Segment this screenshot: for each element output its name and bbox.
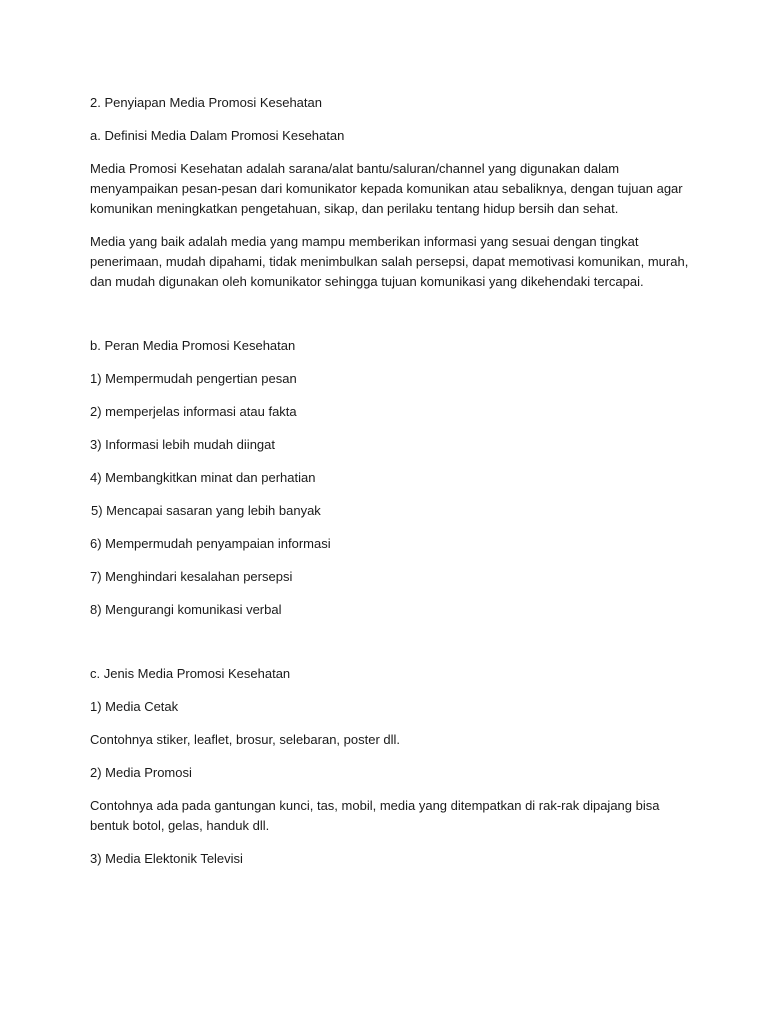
- part-a-heading: a. Definisi Media Dalam Promosi Kesehatan: [90, 128, 345, 143]
- paragraph-line: penerimaan, mudah dipahami, tidak menimbulkan salah persepsi, dapat memotivasi komunikan, murah,: [90, 254, 689, 269]
- part-b-heading: b. Peran Media Promosi Kesehatan: [90, 338, 296, 353]
- paragraph-line: dan mudah digunakan oleh komunikator sehingga tujuan komunikasi yang dikehendaki tercapai.: [90, 274, 644, 289]
- media-type-example: [90, 796, 690, 836]
- list-item: 3) Informasi lebih mudah diingat: [90, 437, 275, 452]
- paragraph-line: Media Promosi Kesehatan adalah sarana/alat bantu/saluran/channel yang digunakan dalam: [90, 161, 620, 176]
- paragraph-line: komunikan meningkatkan pengetahuan, sikap, dan perilaku tentang hidup bersih dan sehat.: [90, 201, 619, 216]
- list-item: 1) Mempermudah pengertian pesan: [90, 371, 297, 386]
- part-c-heading: c. Jenis Media Promosi Kesehatan: [90, 666, 291, 681]
- list-item: 2) memperjelas informasi atau fakta: [90, 404, 297, 419]
- list-item: 8) Mengurangi komunikasi verbal: [90, 602, 282, 617]
- document-body: [90, 93, 690, 869]
- paragraph-line: Contohnya ada pada gantungan kunci, tas, mobil, media yang ditempatkan di rak-rak dipajang bisa: [90, 798, 660, 813]
- media-type-item: 3) Media Elektonik Televisi: [90, 851, 243, 866]
- list-item: 5) Mencapai sasaran yang lebih banyak: [91, 503, 321, 518]
- part-a-paragraph-2: [90, 232, 690, 292]
- paragraph-line: Media yang baik adalah media yang mampu memberikan informasi yang sesuai dengan tingkat: [90, 234, 639, 249]
- list-item: 4) Membangkitkan minat dan perhatian: [90, 470, 316, 485]
- section-title: 2. Penyiapan Media Promosi Kesehatan: [90, 95, 322, 110]
- media-type-item: 2) Media Promosi: [90, 765, 192, 780]
- list-item: 7) Menghindari kesalahan persepsi: [90, 569, 293, 584]
- media-type-example: Contohnya stiker, leaflet, brosur, selebaran, poster dll.: [90, 732, 401, 747]
- paragraph-line: bentuk botol, gelas, handuk dll.: [90, 818, 270, 833]
- paragraph-line: menyampaikan pesan-pesan dari komunikator kepada komunikan atau sebaliknya, dengan tujuan agar: [90, 181, 683, 196]
- part-a-paragraph-1: [90, 159, 690, 219]
- media-type-item: 1) Media Cetak: [90, 699, 179, 714]
- list-item: 6) Mempermudah penyampaian informasi: [90, 536, 331, 551]
